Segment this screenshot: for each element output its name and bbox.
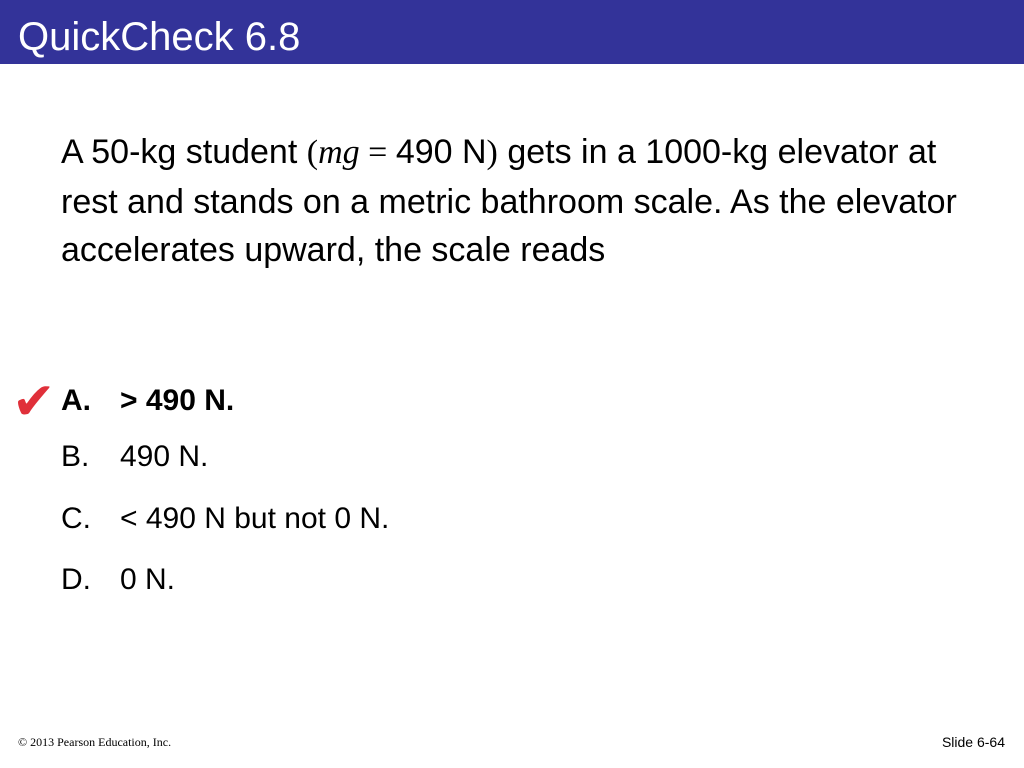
answer-option-a[interactable] — [61, 383, 234, 419]
question-part-1: A 50-kg student — [61, 133, 307, 171]
question-math-variable: mg — [318, 134, 360, 171]
question-text — [61, 128, 961, 275]
check-mark-icon: ✔ — [12, 373, 56, 431]
slide-number: Slide 6-64 — [941, 734, 1005, 750]
answer-option-b[interactable] — [61, 439, 208, 475]
question-paren-close: ) — [486, 134, 498, 171]
question-part-2: 490 N — [395, 133, 487, 171]
copyright-notice: © 2013 Pearson Education, Inc. — [18, 735, 172, 749]
answer-letter: D. — [61, 563, 91, 596]
question-paren-open: ( — [306, 134, 319, 171]
answer-text: < 490 N but not 0 N. — [120, 502, 390, 535]
question-part-3: gets in a 1000-kg elevator at rest and stands on a metric bathroom scale. As the elevator accelerates upward, the scale reads — [61, 133, 957, 269]
answer-letter: A. — [61, 384, 91, 417]
answer-text: 0 N. — [120, 563, 176, 596]
answer-letter: B. — [61, 440, 90, 473]
answer-text: 490 N. — [120, 440, 209, 473]
slide-title: QuickCheck 6.8 — [18, 15, 301, 59]
title-bar — [0, 0, 1024, 64]
answer-option-c[interactable] — [61, 501, 389, 537]
answer-text: > 490 N. — [120, 384, 235, 417]
answer-option-d[interactable] — [61, 562, 175, 598]
question-math-equals: = — [359, 134, 396, 171]
answer-letter: C. — [61, 502, 91, 535]
